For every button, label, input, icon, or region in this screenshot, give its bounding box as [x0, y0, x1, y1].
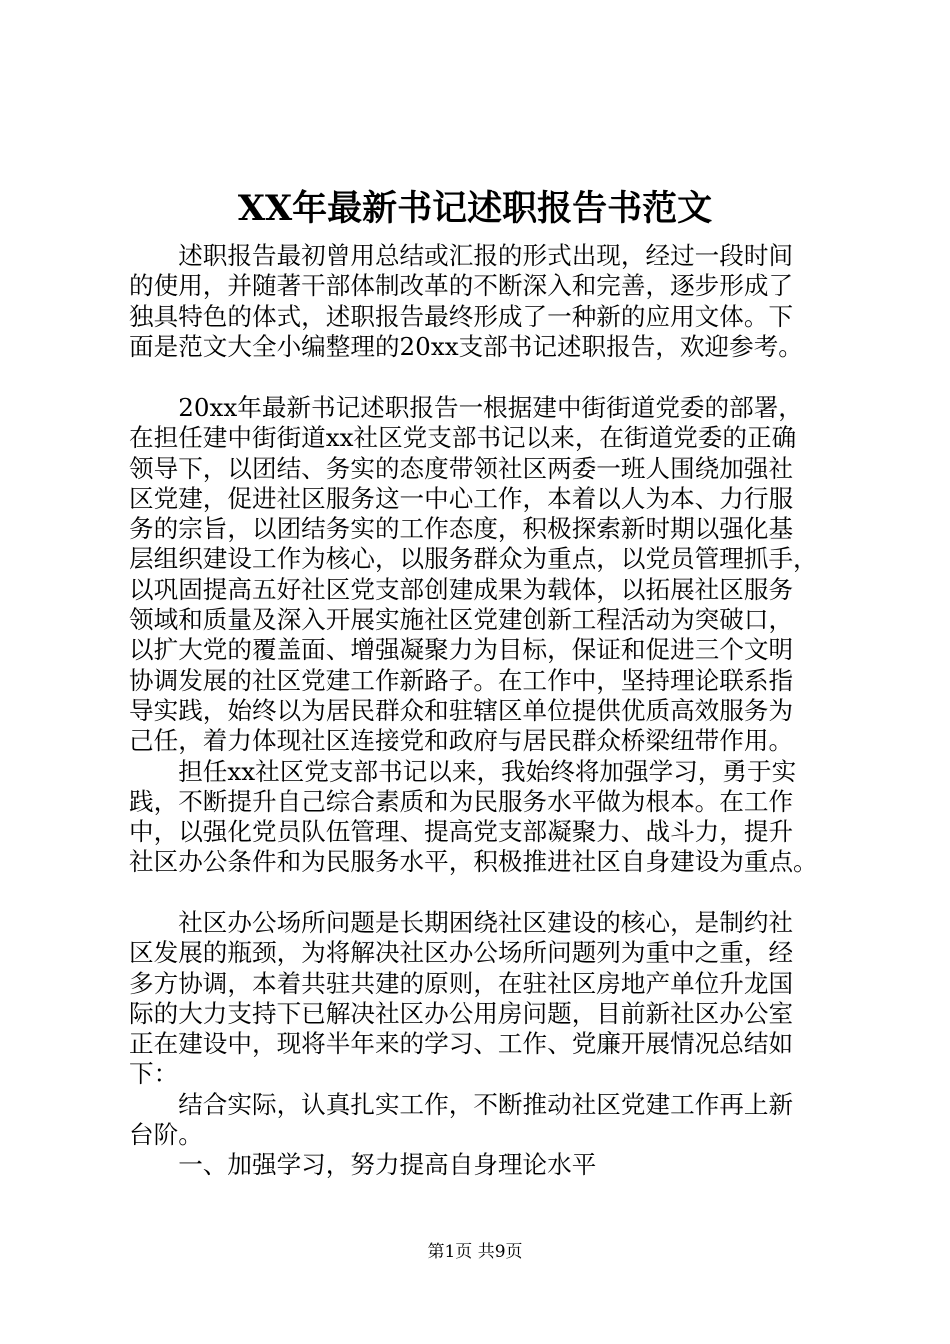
text-line: 己任，着力体现社区连接党和政府与居民群众桥梁纽带作用。 [129, 726, 794, 756]
text-line: 正在建设中，现将半年来的学习、工作、党廉开展情况总结如 [129, 1029, 794, 1059]
text-line: 协调发展的社区党建工作新路子。在工作中，坚持理论联系指 [129, 665, 794, 695]
text-line: 以巩固提高五好社区党支部创建成果为载体，以拓展社区服务 [129, 574, 794, 604]
text-line: 担任xx社区党支部书记以来，我始终将加强学习，勇于实 [129, 756, 797, 786]
text-line: 结合实际，认真扎实工作，不断推动社区党建工作再上新 [129, 1089, 794, 1119]
text-line: 层组织建设工作为核心，以服务群众为重点，以党员管理抓手， [129, 544, 818, 574]
text-line: 独具特色的体式，述职报告最终形成了一种新的应用文体。下 [129, 301, 794, 331]
text-line: 下： [129, 1059, 179, 1089]
text-line: 务的宗旨，以团结务实的工作态度，积极探索新时期以强化基 [129, 514, 794, 544]
intro-paragraph [129, 241, 854, 362]
text-line: 区党建，促进社区服务这一中心工作，本着以人为本、力行服 [129, 483, 794, 513]
text-line: 领域和质量及深入开展实施社区党建创新工程活动为突破口， [129, 605, 794, 635]
text-line: 导实践，始终以为居民群众和驻辖区单位提供优质高效服务为 [129, 695, 794, 725]
text-line: 述职报告最初曾用总结或汇报的形式出现，经过一段时间 [129, 241, 794, 270]
text-line: 区发展的瓶颈，为将解决社区办公场所问题列为重中之重，经 [129, 938, 794, 968]
text-line: 台阶。 [129, 1120, 203, 1150]
text-line: 一、加强学习，努力提高自身理论水平 [129, 1150, 597, 1180]
office-paragraphs [129, 908, 854, 1181]
main-paragraphs [129, 393, 854, 878]
text-line: 以扩大党的覆盖面、增强凝聚力为目标，保证和促进三个文明 [129, 635, 794, 665]
text-line: 践，不断提升自己综合素质和为民服务水平做为根本。在工作 [129, 786, 794, 816]
text-line: 中，以强化党员队伍管理、提高党支部凝聚力、战斗力，提升 [129, 817, 794, 847]
text-line: 社区办公场所问题是长期困绕社区建设的核心，是制约社 [129, 908, 794, 937]
page-number-footer: 第1页 共9页 [427, 1242, 523, 1262]
text-line: 在担任建中街街道xx社区党支部书记以来，在街道党委的正确 [129, 423, 797, 453]
text-line: 的使用，并随著干部体制改革的不断深入和完善，逐步形成了 [129, 271, 794, 301]
text-line: 面是范文大全小编整理的20xx支部书记述职报告，欢迎参考。 [129, 331, 803, 361]
text-line: 20xx年最新书记述职报告一根据建中街街道党委的部署， [129, 393, 803, 422]
text-line: 际的大力支持下已解决社区办公用房问题，目前新社区办公室 [129, 998, 794, 1028]
text-line: 社区办公条件和为民服务水平，积极推进社区自身建设为重点。 [129, 847, 818, 877]
document-title: XX年最新书记述职报告书范文 [237, 188, 713, 229]
text-line: 多方协调，本着共驻共建的原则，在驻社区房地产单位升龙国 [129, 968, 794, 998]
text-line: 领导下，以团结、务实的态度带领社区两委一班人围绕加强社 [129, 453, 794, 483]
